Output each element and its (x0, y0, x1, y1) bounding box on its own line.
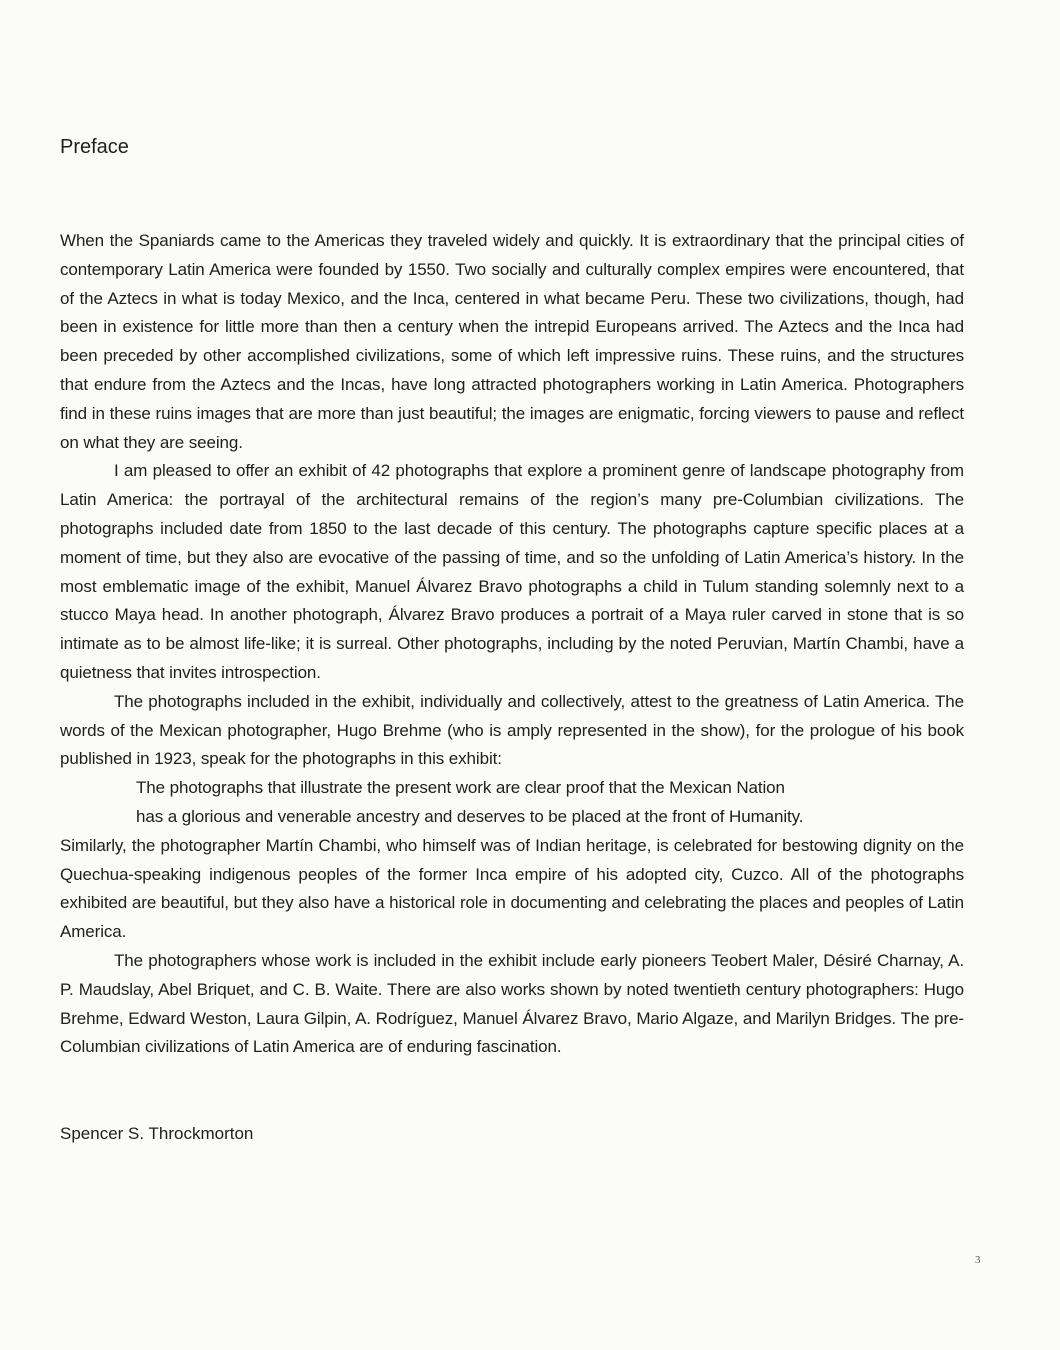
paragraph-final: The photographers whose work is included in the exhibit include early pioneers Teobert Maler, Désiré Charnay, A. P. Maudslay, Abel Briquet, and C. B. Waite. There are also works shown by noted twentieth century photographers: Hugo Brehme, Edward Weston, Laura Gilpin, A. Rodríguez, Manuel Álvarez Bravo, Mario Algaze, and Marilyn Bridges. The pre-Columbian civilizations of Latin America are of enduring fascination. (60, 950, 964, 1057)
paragraph-3: The photographs included in the exhibit, individually and collectively, attest to the greatness of Latin America. The words of the Mexican photographer, Hugo Brehme (who is amply represented in the show), for the prologue of his book published in 1923, speak for the photographs in this exhibit: (60, 691, 964, 769)
block-quote (60, 774, 964, 832)
preface-body (60, 227, 964, 1062)
paragraph-1: When the Spaniards came to the Americas they traveled widely and quickly. It is extraordinary that the principal cities of contemporary Latin America were founded by 1550. Two socially and culturally complex empires were encountered, that of the Aztecs in what is today Mexico, and the Inca, centered in what became Peru. These two civilizations, though, had been in existence for little more than then a century when the intrepid Europeans arrived. The Aztecs and the Inca had been preceded by other accomplished civilizations, some of which left impressive ruins. These ruins, and the structures that endure from the Aztecs and the Incas, have long attracted photographers working in Latin America. Photographers find in these ruins images that are more than just beautiful; the images are enigmatic, forcing viewers to pause and reflect on what they are seeing. (60, 231, 964, 452)
paragraph-continuation: Similarly, the photographer Martín Chambi, who himself was of Indian heritage, is celebrated for bestowing dignity on the Quechua-speaking indigenous peoples of the former Inca empire of his adopted city, Cuzco. All of the photographs exhibited are beautiful, but they also have a historical role in documenting and celebrating the places and peoples of Latin America. (60, 835, 964, 942)
quote-line-1: The photographs that illustrate the present work are clear proof that the Mexican Nation (136, 778, 785, 798)
page-title: Preface (60, 136, 129, 158)
author-signature: Spencer S. Throckmorton (60, 1124, 254, 1143)
quote-line-2: has a glorious and venerable ancestry and deserves to be placed at the front of Humanity. (136, 806, 804, 826)
page-number: 3 (975, 1254, 981, 1266)
paragraph-2: I am pleased to offer an exhibit of 42 photographs that explore a prominent genre of landscape photography from Latin America: the portrayal of the architectural remains of the region’s many pre-Columbian civilizations. The photographs included date from 1850 to the last decade of this century. The photographs capture specific places at a moment of time, but they also are evocative of the passing of time, and so the unfolding of Latin America’s history. In the most emblematic image of the exhibit, Manuel Álvarez Bravo photographs a child in Tulum standing solemnly next to a stucco Maya head. In another photograph, Álvarez Bravo produces a portrait of a Maya ruler carved in stone that is so intimate as to be almost life-like; it is surreal. Other photographs, including by the noted Peruvian, Martín Chambi, have a quietness that invites introspection. (60, 461, 964, 682)
